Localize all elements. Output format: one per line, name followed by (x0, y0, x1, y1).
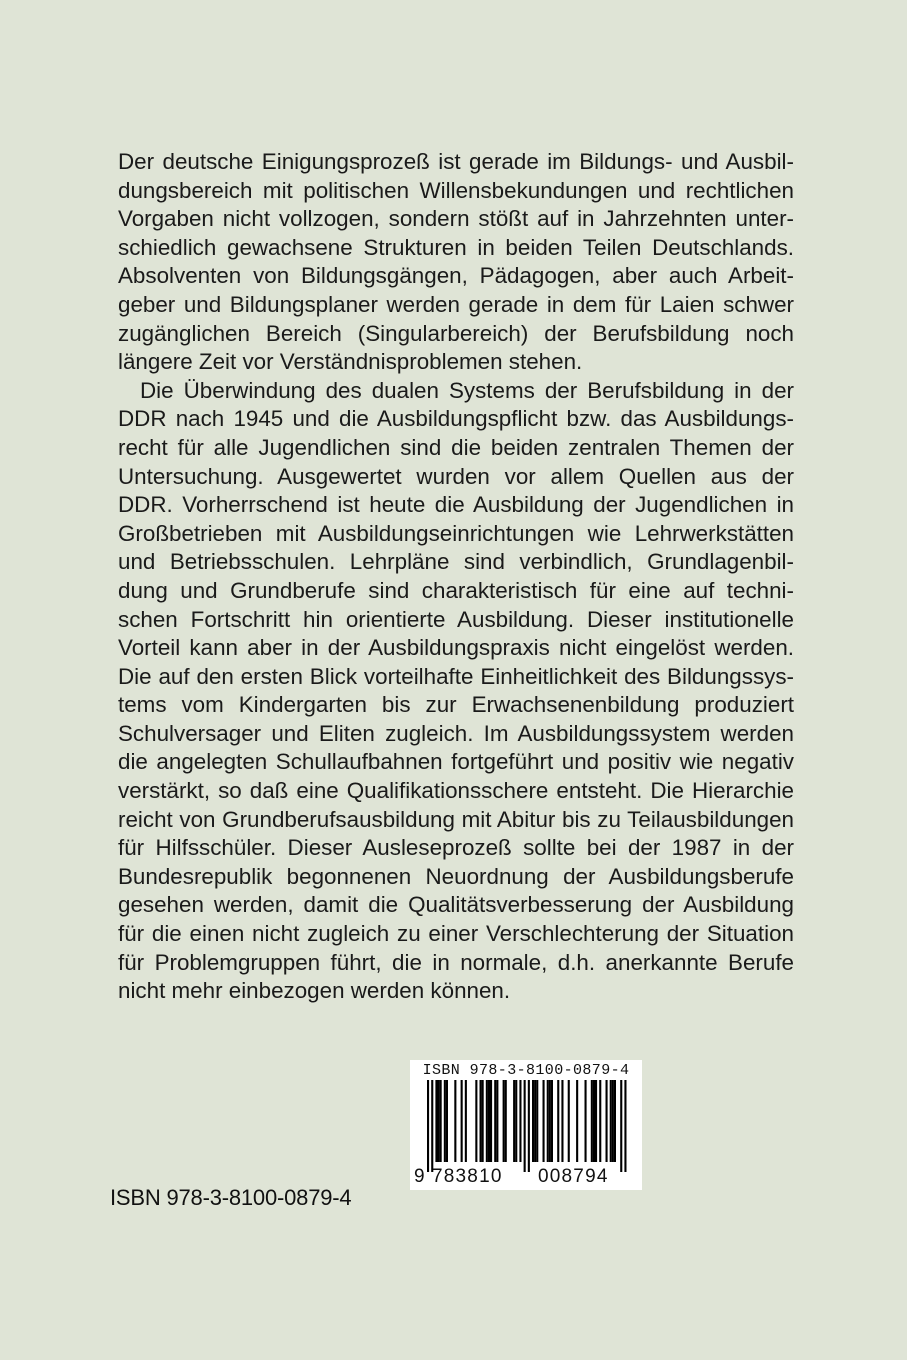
isbn-barcode (410, 1060, 642, 1190)
barcode-bar (576, 1080, 578, 1162)
barcode-bar (427, 1080, 429, 1172)
barcode-bar (549, 1080, 551, 1162)
barcode-bar (543, 1080, 545, 1162)
barcode-bar (534, 1080, 536, 1162)
blurb-paragraph-2: Die Überwindung des dualen Systems der Berufsbildung in der DDR nach 1945 und die Ausbildungspflicht bzw. das Ausbildungsrecht für alle Jugendlichen sind die beiden zentralen Themen der Untersuchung. Ausgewertet wurden vor allem Quellen aus der DDR. Vorherrschend ist heute die Ausbildung der Jugendlichen in Großbetrieben mit Ausbildungseinrichtungen wie Lehrwerkstätten und Betriebsschulen. Lehrpläne sind verbindlich, Grundlagenbildung und Grundberufe sind charakteristisch für eine auf technischen Fortschritt hin orientierte Ausbildung. Dieser institutionelle Vorteil kann aber in der Ausbildungspraxis nicht eingelöst werden. Die auf den ersten Blick vorteilhafte Einheitlichkeit des Bildungssystems vom Kindergarten bis zur Erwachsenenbildung produziert Schulversager und Eliten zugleich. Im Ausbildungssystem werden die angelegten Schullaufbahnen fortgeführt und positiv wie negativ verstärkt, so daß eine Qualifikationsschere entsteht. Die Hierarchie reicht von Grundberufsausbildung mit Abitur bis zu Teilausbildungen für Hilfsschüler. Dieser Ausleseprozeß sollte bei der 1987 in der Bundesrepublik begonnenen Neuordnung der Ausbildungsberufe gesehen werden, damit die Qualitätsverbesserung der Ausbildung für die einen nicht zugleich zu einer Verschlechterung der Situation für Problemgruppen führt, die in normale, d.h. anerkannte Berufe nicht mehr einbezogen werden können. (118, 377, 794, 1004)
barcode-isbn-label: ISBN 978-3-8100-0879-4 (422, 1062, 630, 1079)
barcode-bar (536, 1080, 538, 1162)
barcode-bar (480, 1080, 482, 1162)
barcode-bar (446, 1080, 448, 1162)
barcode-bar (547, 1080, 549, 1162)
barcode-bar (585, 1080, 587, 1162)
barcode-bar (454, 1080, 456, 1162)
barcode-bar (593, 1080, 595, 1162)
barcode-bar (440, 1080, 442, 1162)
barcode-lead-digit: 9 (414, 1166, 425, 1187)
barcode-bar (482, 1080, 484, 1162)
barcode-bar (606, 1080, 608, 1162)
barcode-bar (503, 1080, 505, 1162)
barcode-bar (614, 1080, 616, 1162)
barcode-bar (496, 1080, 498, 1162)
barcode-bar (488, 1080, 490, 1162)
barcode-bar (610, 1080, 612, 1162)
barcode-bar (490, 1080, 492, 1162)
barcode-bar (513, 1080, 515, 1162)
barcode-bar (505, 1080, 507, 1162)
barcode-bar (532, 1080, 534, 1162)
barcode-bar (561, 1080, 563, 1162)
barcode-left-digits: 783810 (432, 1166, 503, 1187)
barcode-bar (486, 1080, 488, 1162)
barcode-bar (599, 1080, 601, 1162)
barcode-bar (444, 1080, 446, 1162)
isbn-footer-text: ISBN 978-3-8100-0879-4 (110, 1185, 352, 1210)
barcode-bar (591, 1080, 593, 1162)
back-cover-blurb (118, 148, 794, 1006)
barcode-bar (524, 1080, 526, 1172)
barcode-bar (551, 1080, 553, 1162)
barcode-right-digits: 008794 (538, 1166, 609, 1187)
barcode-bar (620, 1080, 622, 1172)
barcode-bar (465, 1080, 467, 1162)
barcode-bar (435, 1080, 437, 1162)
barcode-bar (612, 1080, 614, 1162)
barcode-bar (568, 1080, 570, 1162)
barcode-bar (624, 1080, 626, 1172)
barcode-bar (431, 1080, 433, 1172)
barcode-bars (410, 1080, 642, 1172)
blurb-paragraph-1: Der deutsche Einigungsprozeß ist gerade im Bildungs- und Ausbildungsbereich mit politischen Willensbekundungen und rechtlichen Vorgaben nicht vollzogen, sondern stößt auf in Jahrzehnten unterschiedlich gewachsene Strukturen in beiden Teilen Deutschlands. Absolventen von Bildungsgängen, Pädagogen, aber auch Arbeitgeber und Bildungsplaner werden gerade in dem für Laien schwer zugänglichen Bereich (Singularbereich) der Berufsbildung noch längere Zeit vor Verständnisproblemen stehen. (118, 149, 794, 375)
barcode-bar (557, 1080, 559, 1162)
barcode-bar (475, 1080, 477, 1162)
barcode-digits (410, 1164, 642, 1190)
barcode-bar (438, 1080, 440, 1162)
barcode-bar (528, 1080, 530, 1172)
barcode-bar (519, 1080, 521, 1162)
barcode-bar (461, 1080, 463, 1162)
barcode-bar (494, 1080, 496, 1162)
barcode-bar (595, 1080, 597, 1162)
barcode-bar (515, 1080, 517, 1162)
